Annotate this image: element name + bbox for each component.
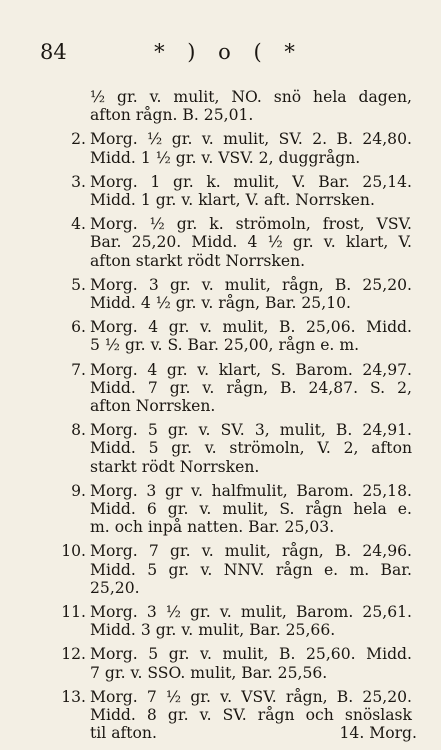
log-entry: [40, 645, 417, 681]
entry-line: Midd. 6 gr. v. mulit, S. rågn hela e.: [90, 500, 412, 519]
entry-line: Midd. 8 gr. v. SV. rågn och snöslask: [90, 706, 412, 725]
entry-line: afton Norrsken.: [90, 397, 216, 416]
log-entry: [40, 542, 417, 597]
log-entry: [40, 276, 417, 312]
entry-line: Morg. 1 gr. k. mulit, V. Bar. 25,14.: [90, 172, 412, 191]
entry-line: Morg. 4 gr. v. mulit, B. 25,06. Midd.: [90, 318, 412, 337]
entry-line: Midd. 7 gr. v. rågn, B. 24,87. S. 2,: [90, 378, 412, 397]
entry-line: Midd. 3 gr. v. mulit, Bar. 25,66.: [90, 621, 336, 640]
entry-line: afton starkt rödt Norrsken.: [90, 251, 306, 270]
log-entry: [40, 421, 417, 476]
entry-line: Morg. 7 ½ gr. v. VSV. rågn, B. 25,20.: [90, 687, 412, 706]
entry-day-number: 8.: [71, 421, 86, 440]
entry-line: ½ gr. v. mulit, NO. snö hela dagen,: [90, 88, 412, 106]
entry-line: Morg. ½ gr. k. strömoln, frost, VSV.: [90, 215, 412, 234]
log-entry: [40, 482, 417, 537]
log-entry: [40, 361, 417, 416]
entry-line: Morg. 3 gr. v. mulit, rågn, B. 25,20.: [90, 275, 412, 294]
entry-line: til afton.: [90, 724, 157, 743]
entry-day-number: 2.: [71, 130, 86, 149]
entry-line: Morg. 4 gr. v. klart, S. Barom. 24,97.: [90, 360, 412, 379]
log-entry: [40, 215, 417, 270]
entry-day-number: 12.: [61, 645, 86, 664]
entry-line: Midd. 1 gr. v. klart, V. aft. Norrsken.: [90, 191, 375, 210]
entry-line: Morg. 5 gr. v. SV. 3, mulit, B. 24,91.: [90, 421, 412, 440]
entry-day-number: 7.: [71, 360, 86, 379]
entry-line: m. och inpå natten. Bar. 25,03.: [90, 518, 335, 537]
entry-day-number: 6.: [71, 318, 86, 337]
entry-day-number: 13.: [61, 687, 86, 706]
log-entry: [40, 603, 417, 639]
log-entry: [40, 88, 417, 124]
entry-day-number: 10.: [61, 542, 86, 561]
entry-line: afton rågn. B. 25,01.: [90, 106, 254, 125]
entry-line: Morg. ½ gr. v. mulit, SV. 2. B. 24,80.: [90, 130, 412, 149]
log-entry: [40, 318, 417, 354]
entry-day-number: 11.: [61, 603, 86, 622]
entry-line: 7 gr. v. SSO. mulit, Bar. 25,56.: [90, 663, 328, 682]
page-number: 84: [40, 40, 67, 64]
entry-line: Bar. 25,20. Midd. 4 ½ gr. v. klart, V.: [90, 233, 412, 252]
entry-day-number: 4.: [71, 215, 86, 234]
log-entry: [40, 688, 417, 743]
entry-line: Morg. 3 ½ gr. v. mulit, Barom. 25,61.: [90, 603, 412, 622]
entry-line: Morg. 5 gr. v. mulit, B. 25,60. Midd.: [90, 645, 412, 664]
weather-log: [40, 88, 417, 743]
catchword: 14. Morg.: [339, 724, 417, 743]
entry-day-number: 5.: [71, 275, 86, 294]
entry-line: Morg. 3 gr v. halfmulit, Barom. 25,18.: [90, 481, 412, 500]
entry-line: Midd. 1 ½ gr. v. VSV. 2, duggrågn.: [90, 148, 361, 167]
log-entry: [40, 130, 417, 166]
entry-day-number: 3.: [71, 172, 86, 191]
entry-line: Midd. 5 gr. v. strömoln, V. 2, afton: [90, 439, 412, 458]
entry-line: 5 ½ gr. v. S. Bar. 25,00, rågn e. m.: [90, 336, 360, 355]
entry-line: Morg. 7 gr. v. mulit, rågn, B. 24,96.: [90, 542, 412, 561]
header-ornament: * ) o ( *: [154, 40, 303, 64]
entry-line: Midd. 5 gr. v. NNV. rågn e. m. Bar.: [90, 560, 412, 579]
entry-line: Midd. 4 ½ gr. v. rågn, Bar. 25,10.: [90, 294, 351, 313]
page-header: [40, 40, 417, 66]
entry-day-number: 9.: [71, 481, 86, 500]
entry-line: starkt rödt Norrsken.: [90, 457, 260, 476]
log-entry: [40, 173, 417, 209]
entry-line: 25,20.: [90, 578, 140, 597]
